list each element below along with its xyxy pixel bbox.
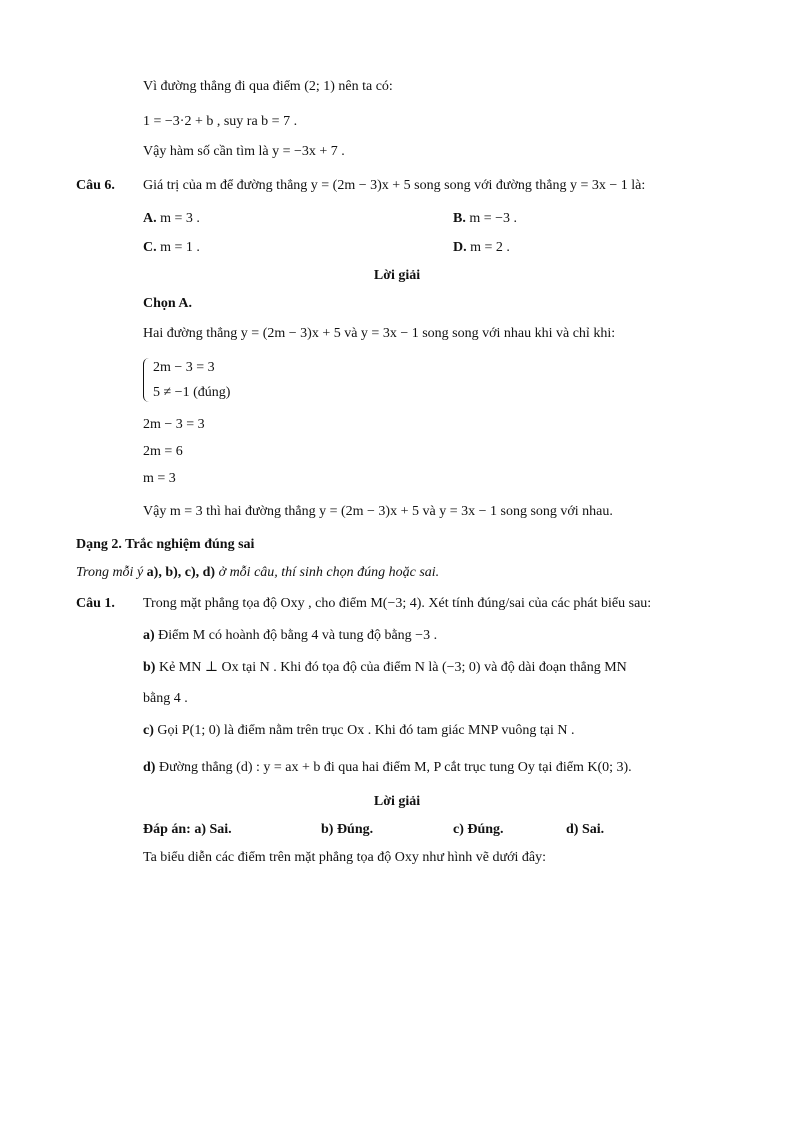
option-d-key: D. [453,240,467,255]
option-c-key: C. [143,240,157,255]
solution-line-function: Vậy hàm số cần tìm là y = −3x + 7 . [143,144,345,159]
step-eq-2: 2m = 6 [143,444,183,459]
option-d-value: m = 2 . [470,240,510,255]
question-1-text: Trong mặt phẳng tọa độ Oxy , cho điểm M(−3; 4). Xét tính đúng/sai của các phát biểu sau: [143,596,652,611]
statement-d-key: d) [143,760,156,775]
option-a [143,210,200,228]
statement-a-key: a) [143,628,155,643]
instructions-part-1: Trong mỗi ý [76,565,147,580]
solution-heading-1: Lời giải [373,268,421,283]
statement-b-text: Kẻ MN ⊥ Ox tại N . Khi đó tọa độ của điểm N là (−3; 0) và độ dài đoạn thẳng MN [155,660,627,675]
instructions [76,564,439,582]
conclusion: Vậy m = 3 thì hai đường thẳng y = (2m − 3)x + 5 và y = 3x − 1 song song với nhau. [143,504,613,519]
question-6-label: Câu 6. [76,178,115,193]
option-c [143,239,200,257]
section-heading: Dạng 2. Trắc nghiệm đúng sai [76,537,255,552]
question-6-text: Giá trị của m để đường thẳng y = (2m − 3)x + 5 song song với đường thẳng y = 3x − 1 là: [143,178,646,193]
option-b-value: m = −3 . [469,211,518,226]
question-1-label: Câu 1. [76,596,115,611]
option-b [453,210,517,228]
instructions-part-3: ở mỗi câu, thí sinh chọn đúng hoặc sai. [215,565,440,580]
statement-b-key: b) [143,660,156,675]
solution-line-point: Vì đường thẳng đi qua điểm (2; 1) nên ta có: [143,79,393,94]
solution-heading-2: Lời giải [373,794,421,809]
chosen-answer: Chọn A. [143,296,193,311]
parallel-condition: Hai đường thẳng y = (2m − 3)x + 5 và y = 3x − 1 song song với nhau khi và chỉ khi: [143,326,616,341]
statement-c-text: Gọi P(1; 0) là điểm nằm trên trục Ox . Khi đó tam giác MNP vuông tại N . [153,723,575,738]
option-a-key: A. [143,211,157,226]
system-brace [143,358,152,402]
instructions-part-2: a), b), c), d) [146,565,216,580]
statement-a [143,627,437,645]
step-eq-1: 2m − 3 = 3 [143,417,205,432]
statement-d-text: Đường thẳng (d) : y = ax + b đi qua hai điểm M, P cắt trục tung Oy tại điểm K(0; 3). [155,760,632,775]
step-eq-3: m = 3 [143,471,176,486]
statement-c-key: c) [143,723,154,738]
option-c-value: m = 1 . [160,240,200,255]
option-a-value: m = 3 . [160,211,200,226]
statement-b-cont: bằng 4 . [143,691,188,706]
answer-b: b) Đúng. [321,822,374,837]
statement-d [143,759,632,777]
answer-d: d) Sai. [566,822,605,837]
figure-intro: Ta biểu diễn các điểm trên mặt phẳng tọa độ Oxy như hình vẽ dưới đây: [143,850,546,865]
system-eq-1: 2m − 3 = 3 [153,360,215,375]
option-b-key: B. [453,211,466,226]
answer-c: c) Đúng. [453,822,504,837]
option-d [453,239,510,257]
statement-c [143,722,574,740]
statement-a-text: Điểm M có hoành độ bằng 4 và tung độ bằng −3 . [154,628,438,643]
system-eq-2: 5 ≠ −1 (đúng) [153,385,231,400]
answer-a: Đáp án: a) Sai. [143,822,232,837]
solution-line-b: 1 = −3·2 + b , suy ra b = 7 . [143,114,298,129]
statement-b [143,659,627,677]
